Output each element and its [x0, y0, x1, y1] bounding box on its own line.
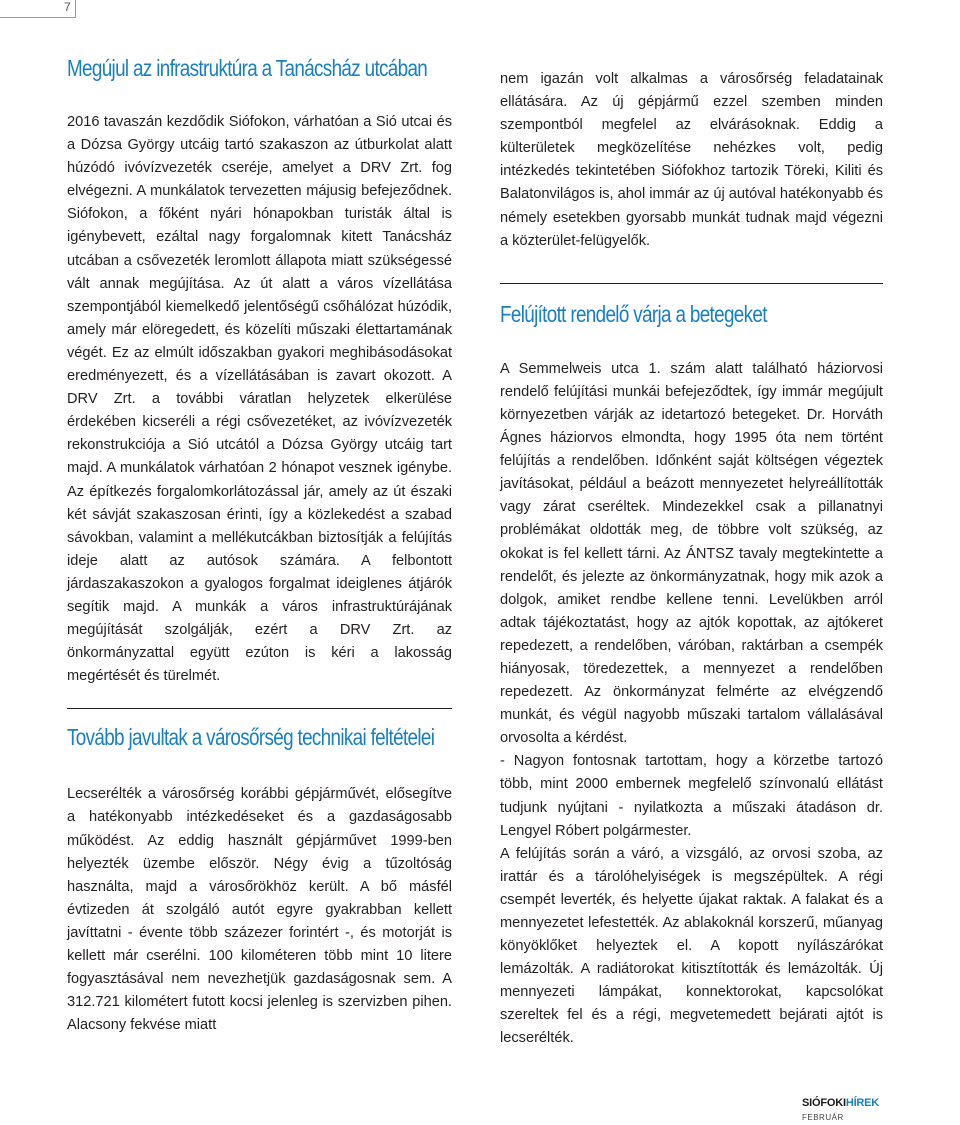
left-column [67, 55, 452, 1037]
article-body-clinic-3: A felújítás során a váró, a vizsgáló, az orvosi szoba, az irattár és a tárolóhelyiségek is megszépültek. A régi csempét leverték, és helyette újakat raktak. A falakat és a mennyezetet lefestették. Az ablakoknál korszerű, műanyag könyöklőket helyeztek el. A kopott nyílászárókat lemázolták. A radiátorokat kitisztították és lemázolták. Új mennyezeti lámpákat, konnektorokat, kapcsolókat szereltek fel és a régi, megvetemedett bejárati ajtót is lecserélték. [500, 845, 883, 1047]
logo-text-a: SIÓFOKI [802, 1097, 846, 1109]
article-title-clinic: Felújított rendelő várja a betegeket [500, 300, 767, 327]
logo-text-b: HÍREK [845, 1097, 880, 1109]
article-body-clinic-2: - Nagyon fontosnak tartottam, hogy a körzetbe tartozó több, mint 2000 embernek megfelelő színvonalú ellátást tudjunk nyújtani - nyilatkozta a műszaki átadáson dr. Lengyel Róbert polgármester. [500, 753, 883, 839]
article-body-city-guard-continued: nem igazán volt alkalmas a városőrség feladatainak ellátására. Az új gépjármű ezzel szemben minden szempontból megfelel az elvárásoknak. Eddig a külterületek megközelítése nehézkes volt, pedig intézkedés tekintetében Siófokhoz tartozik Töreki, Kiliti és Balatonvilágos is, ahol immár az új autóval hatékonyabb és némely esetekben gyorsabb munkát tudnak majd végezni a közterület-felügyelők. [500, 71, 883, 249]
article-body-city-guard: Lecserélték a városőrség korábbi gépjárművét, elősegítve a hatékonyabb intézkedéseket és a gazdaságosabb működést. Az eddig használt gépjárművet 1999-ben helyezték üzembe először. Négy évig a tűzoltóság használta, majd a városőrökhöz került. A bő másfél évtizeden át szolgáló autót egyre gyakrabban kellett javíttatni - évente több százezer forintért -, és motorját is kellett már cserélni. 100 kilométeren több mint 10 litere fogyasztásával nem nevezhetjük gazdaságosnak sem. A 312.721 kilométert futott kocsi jelenleg is szervizben pihen. Alacsony fekvése miatt [67, 786, 452, 1034]
article-body-clinic-1: A Semmelweis utca 1. szám alatt található háziorvosi rendelő felújítási munkái befejeződtek, így immár megújult környezetben várják az idetartozó betegeket. Dr. Horváth Ágnes háziorvos elmondta, hogy 1995 óta nem történt felújítás a rendelőben. Időnként saját költségen végeztek javításokat, például a beázott mennyezetet helyreállították vagy zárat cseréltek. Mindezekkel csak a pillanatnyi problémákat oldották meg, de többre volt szükség, az okokat is fel kellett tárni. Az ÁNTSZ tavaly megtekintette a rendelőt, és jelezte az önkormányzatnak, hogy mik azok a dolgok, amiket rendbe kellene tenni. Levelükben arról adtak tájékoztatást, hogy az ajtók kopottak, az ajtókeret repedezett, a rendelőben, váróban, raktárban a csempék hiányosak, töredezettek, a mennyezet a rendelőben repedezett. Az önkormányzat felmérte az elvégzendő munkát, és végül nagyobb műszaki tartalom vállalásával orvosolta a kérdést. [500, 360, 883, 747]
article-title-infrastructure: Megújul az infrastruktúra a Tanácsház utcában [67, 55, 428, 81]
page-number: 7 [64, 0, 71, 14]
right-column [500, 68, 883, 1051]
publication-logo [802, 1097, 879, 1109]
issue-month: FEBRUÁR [802, 1113, 844, 1122]
article-title-city-guard: Tovább javultak a városőrség technikai feltételei [67, 724, 435, 751]
article-body-infrastructure: 2016 tavaszán kezdődik Siófokon, várhatóan a Sió utcai és a Dózsa György utcáig tartó szakaszon az útburkolat alatt húzódó ivóvízvezeték cseréje, amelyet a DRV Zrt. fog elvégezni. A munkálatok tervezetten májusig befejeződnek. Siófokon, a főként nyári hónapokban turisták által is igénybevett, ezáltal nagy forgalomnak kitett Tanácsház utcában a csővezeték leromlott állapota miatt szükségessé vált annak megújítása. Az út alatt a város vízellátása szempontjából kiemelkedő jelentőségű csőhálózat húzódik, amely már elöregedett, és közelíti műszaki élettartamának végét. Ez az elmúlt időszakban gyakori meghibásodásokat eredményezett, és a vízellátásában is zavart okozott. A DRV Zrt. a további váratlan helyzetek elkerülése érdekében kicseréli a régi csővezetéket, az ivóvízvezeték rekonstrukciója a Sió utcától a Dózsa György utcáig tart majd. A munkálatok várhatóan 2 hónapot vesznek igénybe. Az építkezés forgalomkorlátozással jár, amely az út északi két sávját szakaszosan érinti, így a közlekedést a szabad sávokban, valamint a mellékutcákban biztosítják a felújítás ideje alatt az autósok számára. A felbontott járdaszakaszokon a gyalogos forgalmat ideiglenes átjárók segítik majd. A munkák a város infrastruktúrájának megújítását szolgálják, ezért a DRV Zrt. az önkormányzattal együtt ezúton is kéri a lakosság megértését és türelmét. [67, 114, 452, 685]
